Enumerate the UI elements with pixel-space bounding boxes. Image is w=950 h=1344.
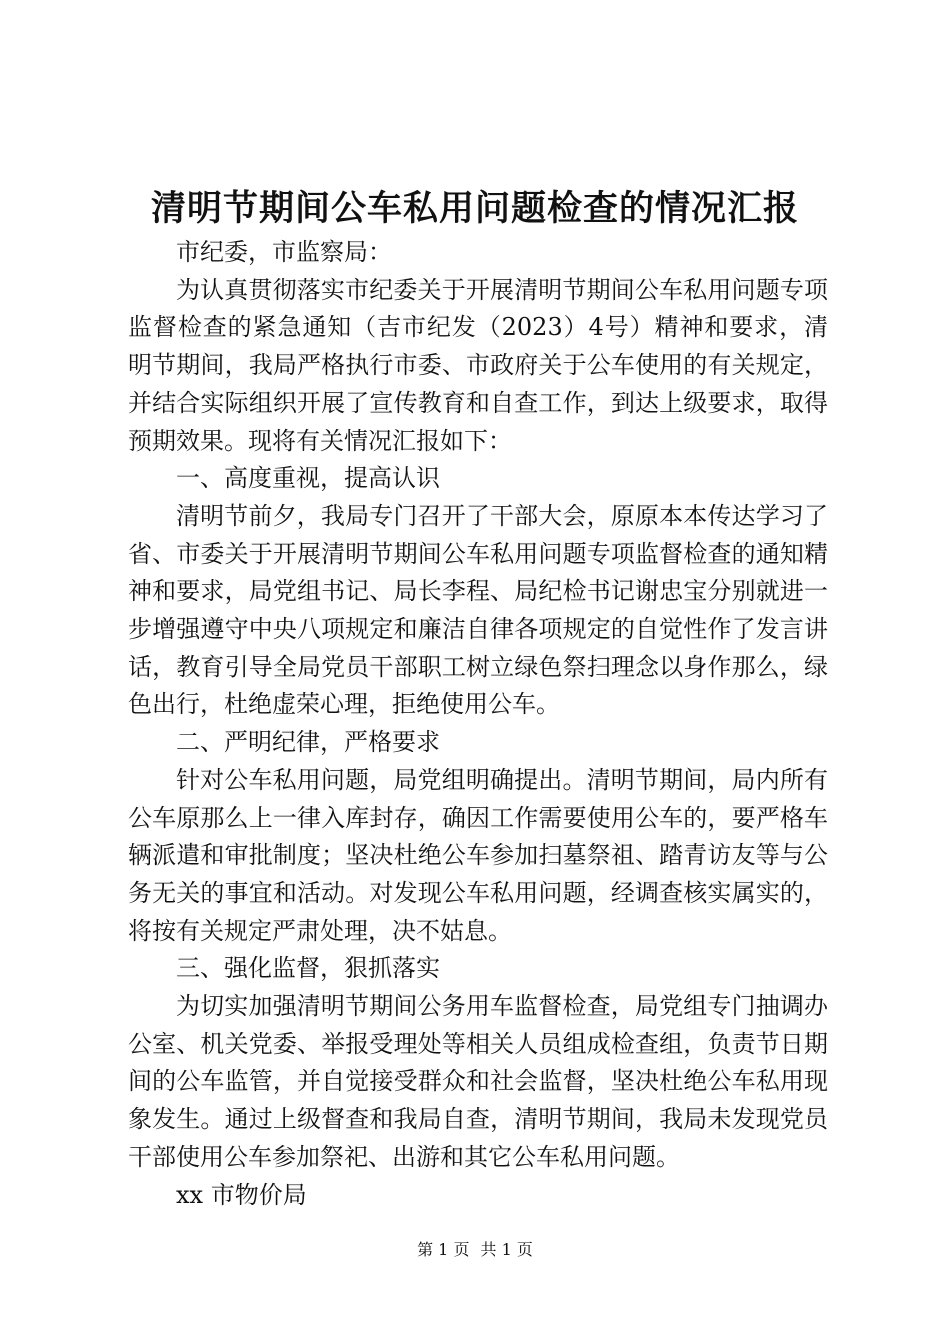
salutation: 市纪委，市监察局： bbox=[176, 238, 392, 266]
section-heading-1: 一、高度重视，提高认识 bbox=[176, 464, 440, 493]
section-body-1: 清明节前夕，我局专门召开了干部大会，原原本本传达学习了省、市委关于开展清明节期间公车私用问题专项监督检查的通知精神和要求，局党组书记、局长李程、局纪检书记谢忠宝分别就进一步增强遵守中央八项规定和廉洁自律各项规定的自觉性作了发言讲话，教育引导全局党员干部职工树立绿色祭扫理念以身作那么，绿色出行，杜绝虚荣心理，拒绝使用公车。 bbox=[128, 501, 828, 719]
section-heading-3: 三、强化监督，狠抓落实 bbox=[176, 954, 440, 983]
signature: xx 市物价局 bbox=[176, 1180, 307, 1209]
section-heading-2: 二、严明纪律，严格要求 bbox=[176, 728, 440, 757]
document-body bbox=[128, 234, 828, 1214]
page-footer bbox=[0, 1238, 950, 1262]
section-body-2: 针对公车私用问题，局党组明确提出。清明节期间，局内所有公车原那么上一律入库封存，确因工作需要使用公车的，要严格车辆派遣和审批制度；坚决杜绝公车参加扫墓祭祖、踏青访友等与公务无关的事宜和活动。对发现公车私用问题，经调查核实属实的，将按有关规定严肃处理，决不姑息。 bbox=[128, 765, 828, 945]
document-title: 清明节期间公车私用问题检查的情况汇报 bbox=[150, 189, 799, 229]
section-body-3: 为切实加强清明节期间公务用车监督检查，局党组专门抽调办公室、机关党委、举报受理处等相关人员组成检查组，负责节日期间的公车监管，并自觉接受群众和社会监督，坚决杜绝公车私用现象发生。通过上级督查和我局自查，清明节期间，我局未发现党员干部使用公车参加祭祀、出游和其它公车私用问题。 bbox=[128, 992, 828, 1171]
page-number: 第 1 页 bbox=[417, 1240, 470, 1259]
intro-paragraph: 为认真贯彻落实市纪委关于开展清明节期间公车私用问题专项监督检查的紧急通知（吉市纪发（2023）4号）精神和要求，清明节期间，我局严格执行市委、市政府关于公车使用的有关规定，并结合实际组织开展了宣传教育和自查工作，到达上级要求，取得预期效果。现将有关情况汇报如下： bbox=[128, 275, 828, 455]
page-total: 共 1 页 bbox=[480, 1240, 533, 1259]
